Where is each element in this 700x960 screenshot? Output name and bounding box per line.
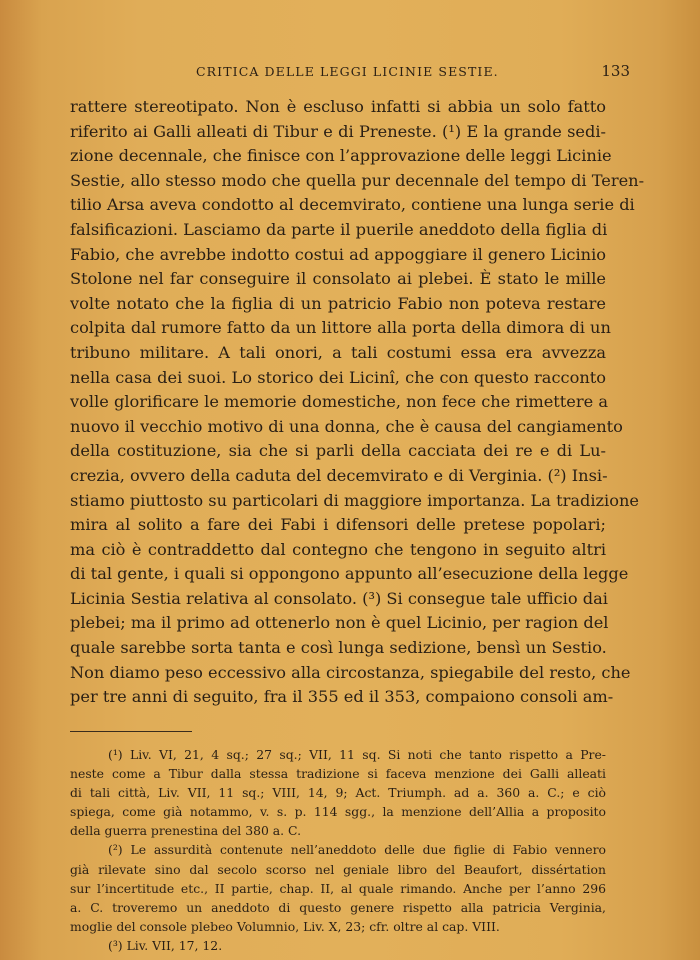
text-line: volle glorificare le memorie domestiche, non fece che rimettere a xyxy=(70,392,608,412)
text-line: volte notato che la figlia di un patricio Fabio non poteva restare xyxy=(70,293,606,313)
footnote-line: (²) Le assurdità contenute nell’aneddoto delle due figlie di Fabio vennero xyxy=(108,842,606,858)
text-line: Stolone nel far conseguire il consolato ai plebei. È stato le mille xyxy=(70,269,606,289)
text-line: ma ciò è contraddetto dal contegno che tengono in seguito altri xyxy=(70,539,606,559)
footnote-1 xyxy=(70,745,606,840)
text-line: quale sarebbe sorta tanta e così lunga sedizione, bensì un Sestio. xyxy=(70,638,607,658)
text-line: riferito ai Galli alleati di Tibur e di Preneste. (¹) E la grande sedi- xyxy=(70,121,606,141)
running-title: CRITICA DELLE LEGGI LICINIE SESTIE. xyxy=(196,64,499,79)
text-line: stiamo piuttosto su particolari di maggiore importanza. La tradizione xyxy=(70,490,639,510)
text-line: Sestie, allo stesso modo che quella pur decennale del tempo di Teren- xyxy=(70,170,645,190)
footnotes xyxy=(70,745,606,955)
text-line: colpita dal rumore fatto da un littore alla porta della dimora di un xyxy=(70,318,611,338)
footnote-line: (³) Liv. VII, 17, 12. xyxy=(108,937,223,953)
text-line: nuovo il vecchio motivo di una donna, che è causa del cangiamento xyxy=(70,416,623,436)
footnote-3 xyxy=(70,936,606,955)
text-line: di tal gente, i quali si oppongono appunto all’esecuzione della legge xyxy=(70,564,629,584)
footnote-line: (¹) Liv. VI, 21, 4 sq.; 27 sq.; VII, 11 sq. Si noti che tanto rispetto a Pre- xyxy=(108,747,606,762)
text-line: della costituzione, sia che si parli della cacciata dei re e di Lu- xyxy=(70,441,606,461)
footnote-2 xyxy=(70,840,606,935)
footnote-line: sur l’incertitude etc., II partie, chap. II, al quale rimando. Anche per l’anno 296 xyxy=(70,880,606,896)
running-head xyxy=(70,62,630,84)
footnote-line: neste come a Tibur dalla stessa tradizione si faceva menzione dei Galli alleati xyxy=(70,766,606,782)
main-text xyxy=(70,95,645,710)
footnote-line: già rilevate sino dal secolo scorso nel geniale libro del Beaufort, dissértation xyxy=(70,861,606,877)
text-line: rattere stereotipato. Non è escluso infatti si abbia un solo fatto xyxy=(70,97,606,116)
footnote-line: a. C. troveremo un aneddoto di questo genere rispetto alla patricia Verginia, xyxy=(70,899,606,915)
footnote-separator xyxy=(70,731,192,732)
text-line: Fabio, che avrebbe indotto costui ad appoggiare il genero Licinio xyxy=(70,244,607,264)
footnote-line: moglie del console plebeo Volumnio, Liv. X, 23; cfr. oltre al cap. VIII. xyxy=(70,918,500,934)
text-line: per tre anni di seguito, fra il 355 ed il 353, compaiono consoli am- xyxy=(70,687,614,707)
text-line: mira al solito a fare dei Fabi i difensori delle pretese popolari; xyxy=(70,515,606,535)
footnote-line: della guerra prenestina del 380 a. C. xyxy=(70,823,302,839)
text-line: zione decennale, che finisce con l’approvazione delle leggi Licinie xyxy=(70,146,612,166)
text-line: tilio Arsa aveva condotto al decemvirato, contiene una lunga serie di xyxy=(70,195,635,215)
text-line: Licinia Sestia relativa al consolato. (³) Si consegue tale ufficio dai xyxy=(70,588,608,608)
text-line: tribuno militare. A tali onori, a tali costumi essa era avvezza xyxy=(70,342,606,362)
text-line: nella casa dei suoi. Lo storico dei Licinî, che con questo racconto xyxy=(70,367,606,387)
text-line: crezia, ovvero della caduta del decemvirato e di Verginia. (²) Insi- xyxy=(70,465,608,485)
footnote-line: di tali città, Liv. VII, 11 sq.; VIII, 14, 9; Act. Triumph. ad a. 360 a. C.; e ciò xyxy=(70,785,606,801)
text-line: falsificazioni. Lasciamo da parte il puerile aneddoto della figlia di xyxy=(70,219,608,239)
page-number: 133 xyxy=(601,62,630,80)
text-line: Non diamo peso eccessivo alla circostanza, spiegabile del resto, che xyxy=(70,662,631,682)
footnote-line: spiega, come già notammo, v. s. p. 114 sgg., la menzione dell’Allia a proposito xyxy=(70,804,606,820)
text-line: plebei; ma il primo ad ottenerlo non è quel Licinio, per ragion del xyxy=(70,613,609,633)
